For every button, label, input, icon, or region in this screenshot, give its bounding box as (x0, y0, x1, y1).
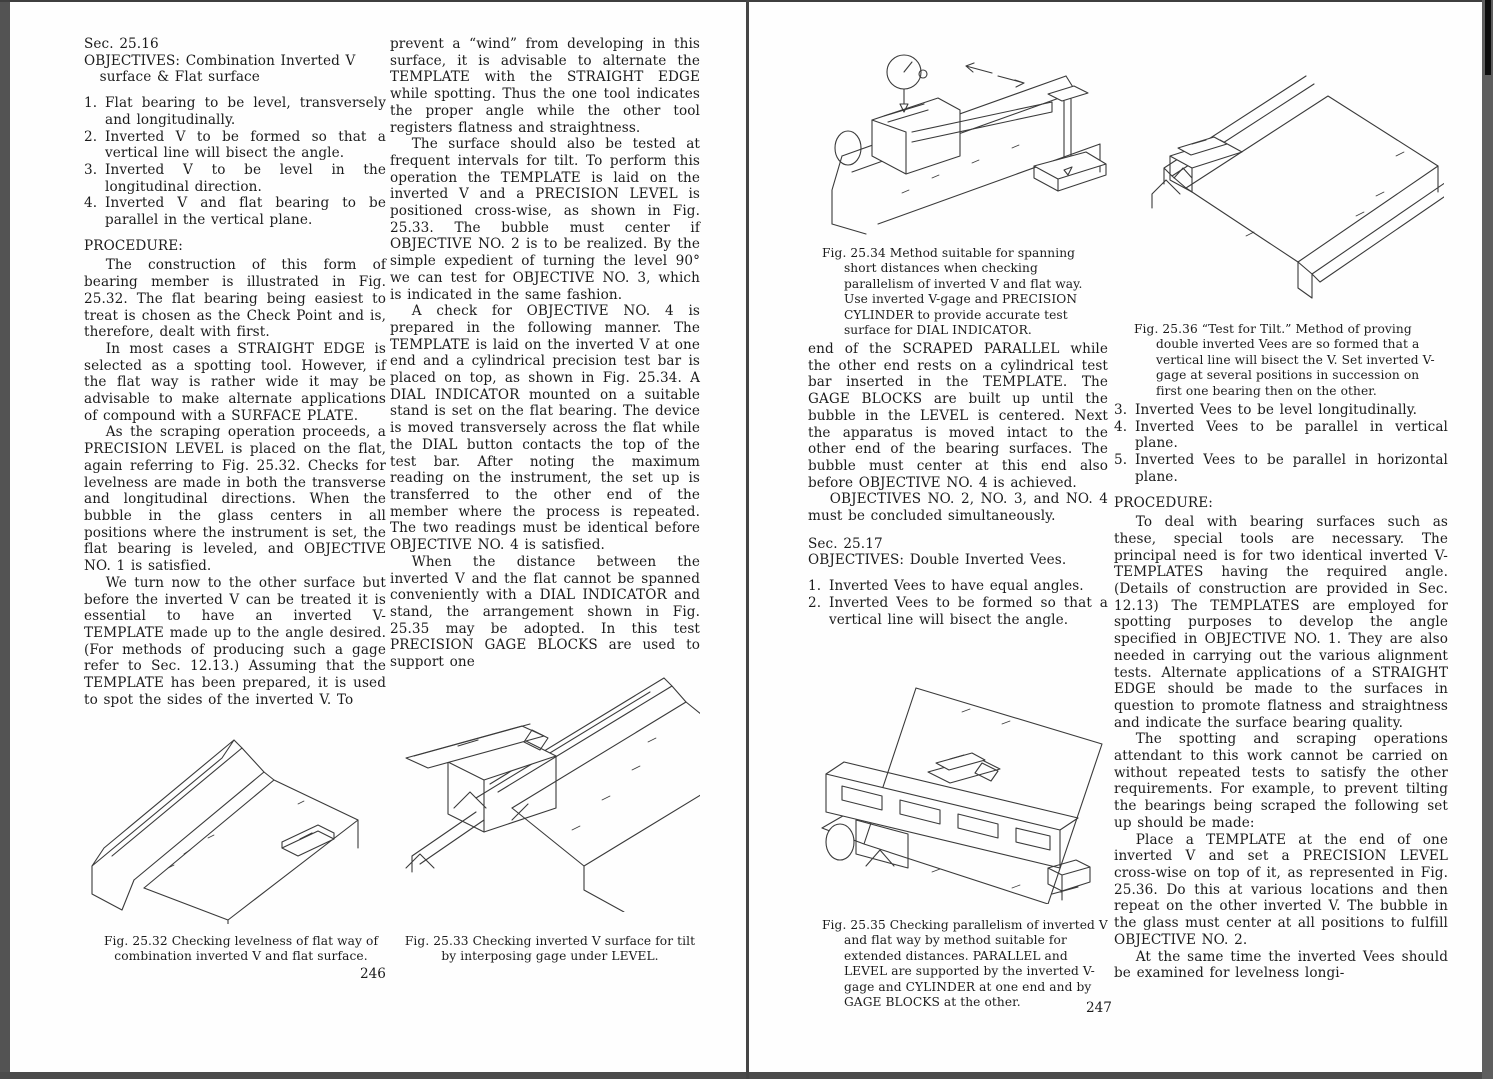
objectives-list (808, 578, 1108, 628)
objectives-list (84, 95, 386, 229)
fig-25-35-drawing (812, 652, 1104, 904)
objective-number: 5. (1114, 452, 1128, 469)
paragraph: The surface should also be tested at frequent intervals for tilt. To perform this operation the TEMPLATE is laid on the inverted V and a PRECISION LEVEL is positioned cross-wise, as shown in Fig. 25.33. The bubble must center if OBJECTIVE NO. 2 is to be realized. By the simple expedient of turning the level 90° we can test for OBJECTIVE NO. 3, which is indicated in the same fashion. (390, 136, 700, 303)
page-divider (746, 0, 749, 1079)
objective-item (84, 162, 386, 195)
objective-number: 1. (808, 578, 822, 595)
objective-number: 3. (84, 161, 98, 178)
objective-item (84, 129, 386, 162)
fig-25-33-drawing (392, 650, 700, 912)
page247-column-2 (1114, 402, 1448, 982)
objective-item (808, 595, 1108, 628)
section-heading: Sec. 25.16 (84, 36, 159, 52)
paragraph: The spotting and scraping operations attendant to this work cannot be carried on without repeated tests to satisfy the other requirements. For example, to prevent tilting the bearings being scraped the following set up should be made: (1114, 731, 1448, 831)
paragraph: Place a TEMPLATE at the end of one inverted V and set a PRECISION LEVEL cross-wise on top of it, as represented in Fig. 25.36. Do this at various locations and then repeat on the other inverted V. The bubble in the glass must center at all positions to fulfill OBJECTIVE NO. 2. (1114, 831, 1448, 948)
objective-text: Flat bearing to be level, transversely and longitudinally. (105, 95, 386, 128)
objective-item (1114, 419, 1448, 452)
objective-item (84, 95, 386, 128)
objectives-heading: OBJECTIVES: Double Inverted Vees. (808, 552, 1067, 569)
paragraph: OBJECTIVES NO. 2, NO. 3, and NO. 4 must be concluded simultaneously. (808, 491, 1108, 525)
objectives-heading: OBJECTIVES: Combination Inverted V surface & Flat surface (84, 52, 356, 86)
objective-number: 4. (84, 195, 98, 212)
objective-text: Inverted Vees to have equal angles. (829, 578, 1084, 595)
objective-item (808, 578, 1108, 595)
section-heading: Sec. 25.17 (808, 535, 883, 552)
page-number: 246 (360, 966, 386, 982)
objective-item (84, 195, 386, 228)
objective-number: 4. (1114, 418, 1128, 435)
fig-25-36-drawing (1126, 36, 1444, 308)
objective-text: Inverted Vees to be formed so that a vertical line will bisect the angle. (829, 594, 1108, 628)
fig-25-34-drawing (812, 28, 1107, 236)
figure-caption: Fig. 25.33 Checking inverted V surface for tilt by interposing gage under LEVEL. (404, 934, 696, 964)
scan-corner-strip (1485, 0, 1491, 75)
page246-column-1 (84, 36, 386, 708)
objective-text: Inverted Vees to be level longitudinally. (1135, 402, 1418, 418)
objective-number: 2. (84, 128, 98, 145)
objective-item (1114, 402, 1448, 419)
paragraph: A check for OBJECTIVE NO. 4 is prepared in the following manner. The TEMPLATE is laid on the inverted V at one end and a cylindrical precision test bar is placed on top, as shown in Fig. 25.34. A DIAL INDICATOR mounted on a suitable stand is set on the flat bearing. The device is moved transversely across the flat while the DIAL button contacts the top of the test bar. After noting the maximum reading on the instrument, the set up is transferred to the other end of the member where the process is repeated. The two readings must be identical before OBJECTIVE NO. 4 is satisfied. (390, 303, 700, 554)
objectives-list (1114, 402, 1448, 486)
objective-text: Inverted Vees to be parallel in vertical plane. (1135, 418, 1448, 452)
paragraph: In most cases a STRAIGHT EDGE is selected as a spotting tool. However, if the flat way is rather wide it may be advisable to make alternate applications of compound with a SURFACE PLATE. (84, 340, 386, 424)
objective-text: Inverted V to be level in the longitudinal direction. (105, 161, 386, 195)
paragraph: At the same time the inverted Vees should be examined for levelness longi- (1114, 948, 1448, 982)
objective-number: 1. (84, 95, 98, 112)
figure-caption: Fig. 25.35 Checking parallelism of inverted V and flat way by method suitable for extended distances. PARALLEL and LEVEL are supported by the inverted V-gage and CYLINDER at one end and by GAGE BLOCKS at the other. (822, 918, 1108, 1010)
scan-border-right (1482, 0, 1493, 1079)
figure-caption: Fig. 25.34 Method suitable for spanning short distances when checking parallelism of inverted V and flat way. Use inverted V-gage and PRECISION CYLINDER to provide accurate test surface for DIAL INDICATOR. (822, 246, 1083, 338)
figure-caption: Fig. 25.36 “Test for Tilt.” Method of proving double inverted Vees are so formed that a vertical line will bisect the V. Set inverted V-gage at several positions in succession on first one bearing then on the other. (1134, 322, 1435, 398)
figure-caption: Fig. 25.32 Checking levelness of flat way of combination inverted V and flat surface. (103, 934, 379, 964)
paragraph: end of the SCRAPED PARALLEL while the other end rests on a cylindrical test bar inserted in the TEMPLATE. The GAGE BLOCKS are built up until the bubble in the LEVEL is centered. Next the apparatus is moved intact to the other end of the bearing surfaces. The bubble must center at this end also before OBJECTIVE NO. 4 is achieved. (808, 341, 1108, 491)
objective-text: Inverted Vees to be parallel in horizontal plane. (1135, 452, 1448, 485)
page247-column-1 (808, 341, 1108, 630)
objective-number: 3. (1114, 402, 1128, 418)
paragraph: We turn now to the other surface but before the inverted V can be treated it is essential to have an inverted V-TEMPLATE made up to the angle desired. (For methods of producing such a gage refer to Sec. 12.13.) Assuming that the TEMPLATE has been prepared, it is used to spot the sides of the inverted V. To (84, 574, 386, 708)
page246-column-2 (390, 36, 700, 671)
paragraph: prevent a “wind” from developing in this surface, it is advisable to alternate the TEMPLATE with the STRAIGHT EDGE while spotting. Thus the one tool indicates the proper angle while the other tool registers flatness and straightness. (390, 36, 700, 136)
procedure-heading: PROCEDURE: (84, 237, 183, 254)
paragraph: As the scraping operation proceeds, a PRECISION LEVEL is placed on the flat, again referring to Fig. 25.32. Checks for levelness are made in both the transverse and longitudinal directions. When the bubble in the glass centers in all positions where the instrument is set, the flat bearing is leveled, and OBJECTIVE NO. 1 is satisfied. (84, 424, 386, 575)
objective-text: Inverted V to be formed so that a vertical line will bisect the angle. (105, 128, 386, 162)
scan-border-left (0, 0, 10, 1079)
objective-number: 2. (808, 594, 822, 611)
procedure-heading: PROCEDURE: (1114, 494, 1213, 511)
page-number: 247 (1086, 1000, 1112, 1016)
fig-25-32-drawing (88, 696, 378, 924)
objective-text: Inverted V and flat bearing to be parallel in the vertical plane. (105, 195, 386, 229)
paragraph: To deal with bearing surfaces such as these, special tools are necessary. The principal need is for two identical inverted V-TEMPLATES having the required angle. (Details of construction are provided in Sec. 12.13) The TEMPLATES are employed for spotting purposes to develop the angle specified in OBJECTIVE NO. 1. They are also needed in carrying out the various alignment tests. Alternate applications of a STRAIGHT EDGE should be made to the surfaces in question to promote flatness and straightness and indicate the surface bearing quality. (1114, 514, 1448, 731)
objective-item (1114, 452, 1448, 485)
paragraph: The construction of this form of bearing member is illustrated in Fig. 25.32. The flat bearing being easiest to treat is chosen as the Check Point and is, therefore, dealt with first. (84, 257, 386, 341)
paragraph: When the distance between the inverted V and the flat cannot be spanned conveniently with a DIAL INDICATOR and stand, the arrangement shown in Fig. 25.35 may be adopted. In this test PRECISION GAGE BLOCKS are used to support one (390, 553, 700, 671)
